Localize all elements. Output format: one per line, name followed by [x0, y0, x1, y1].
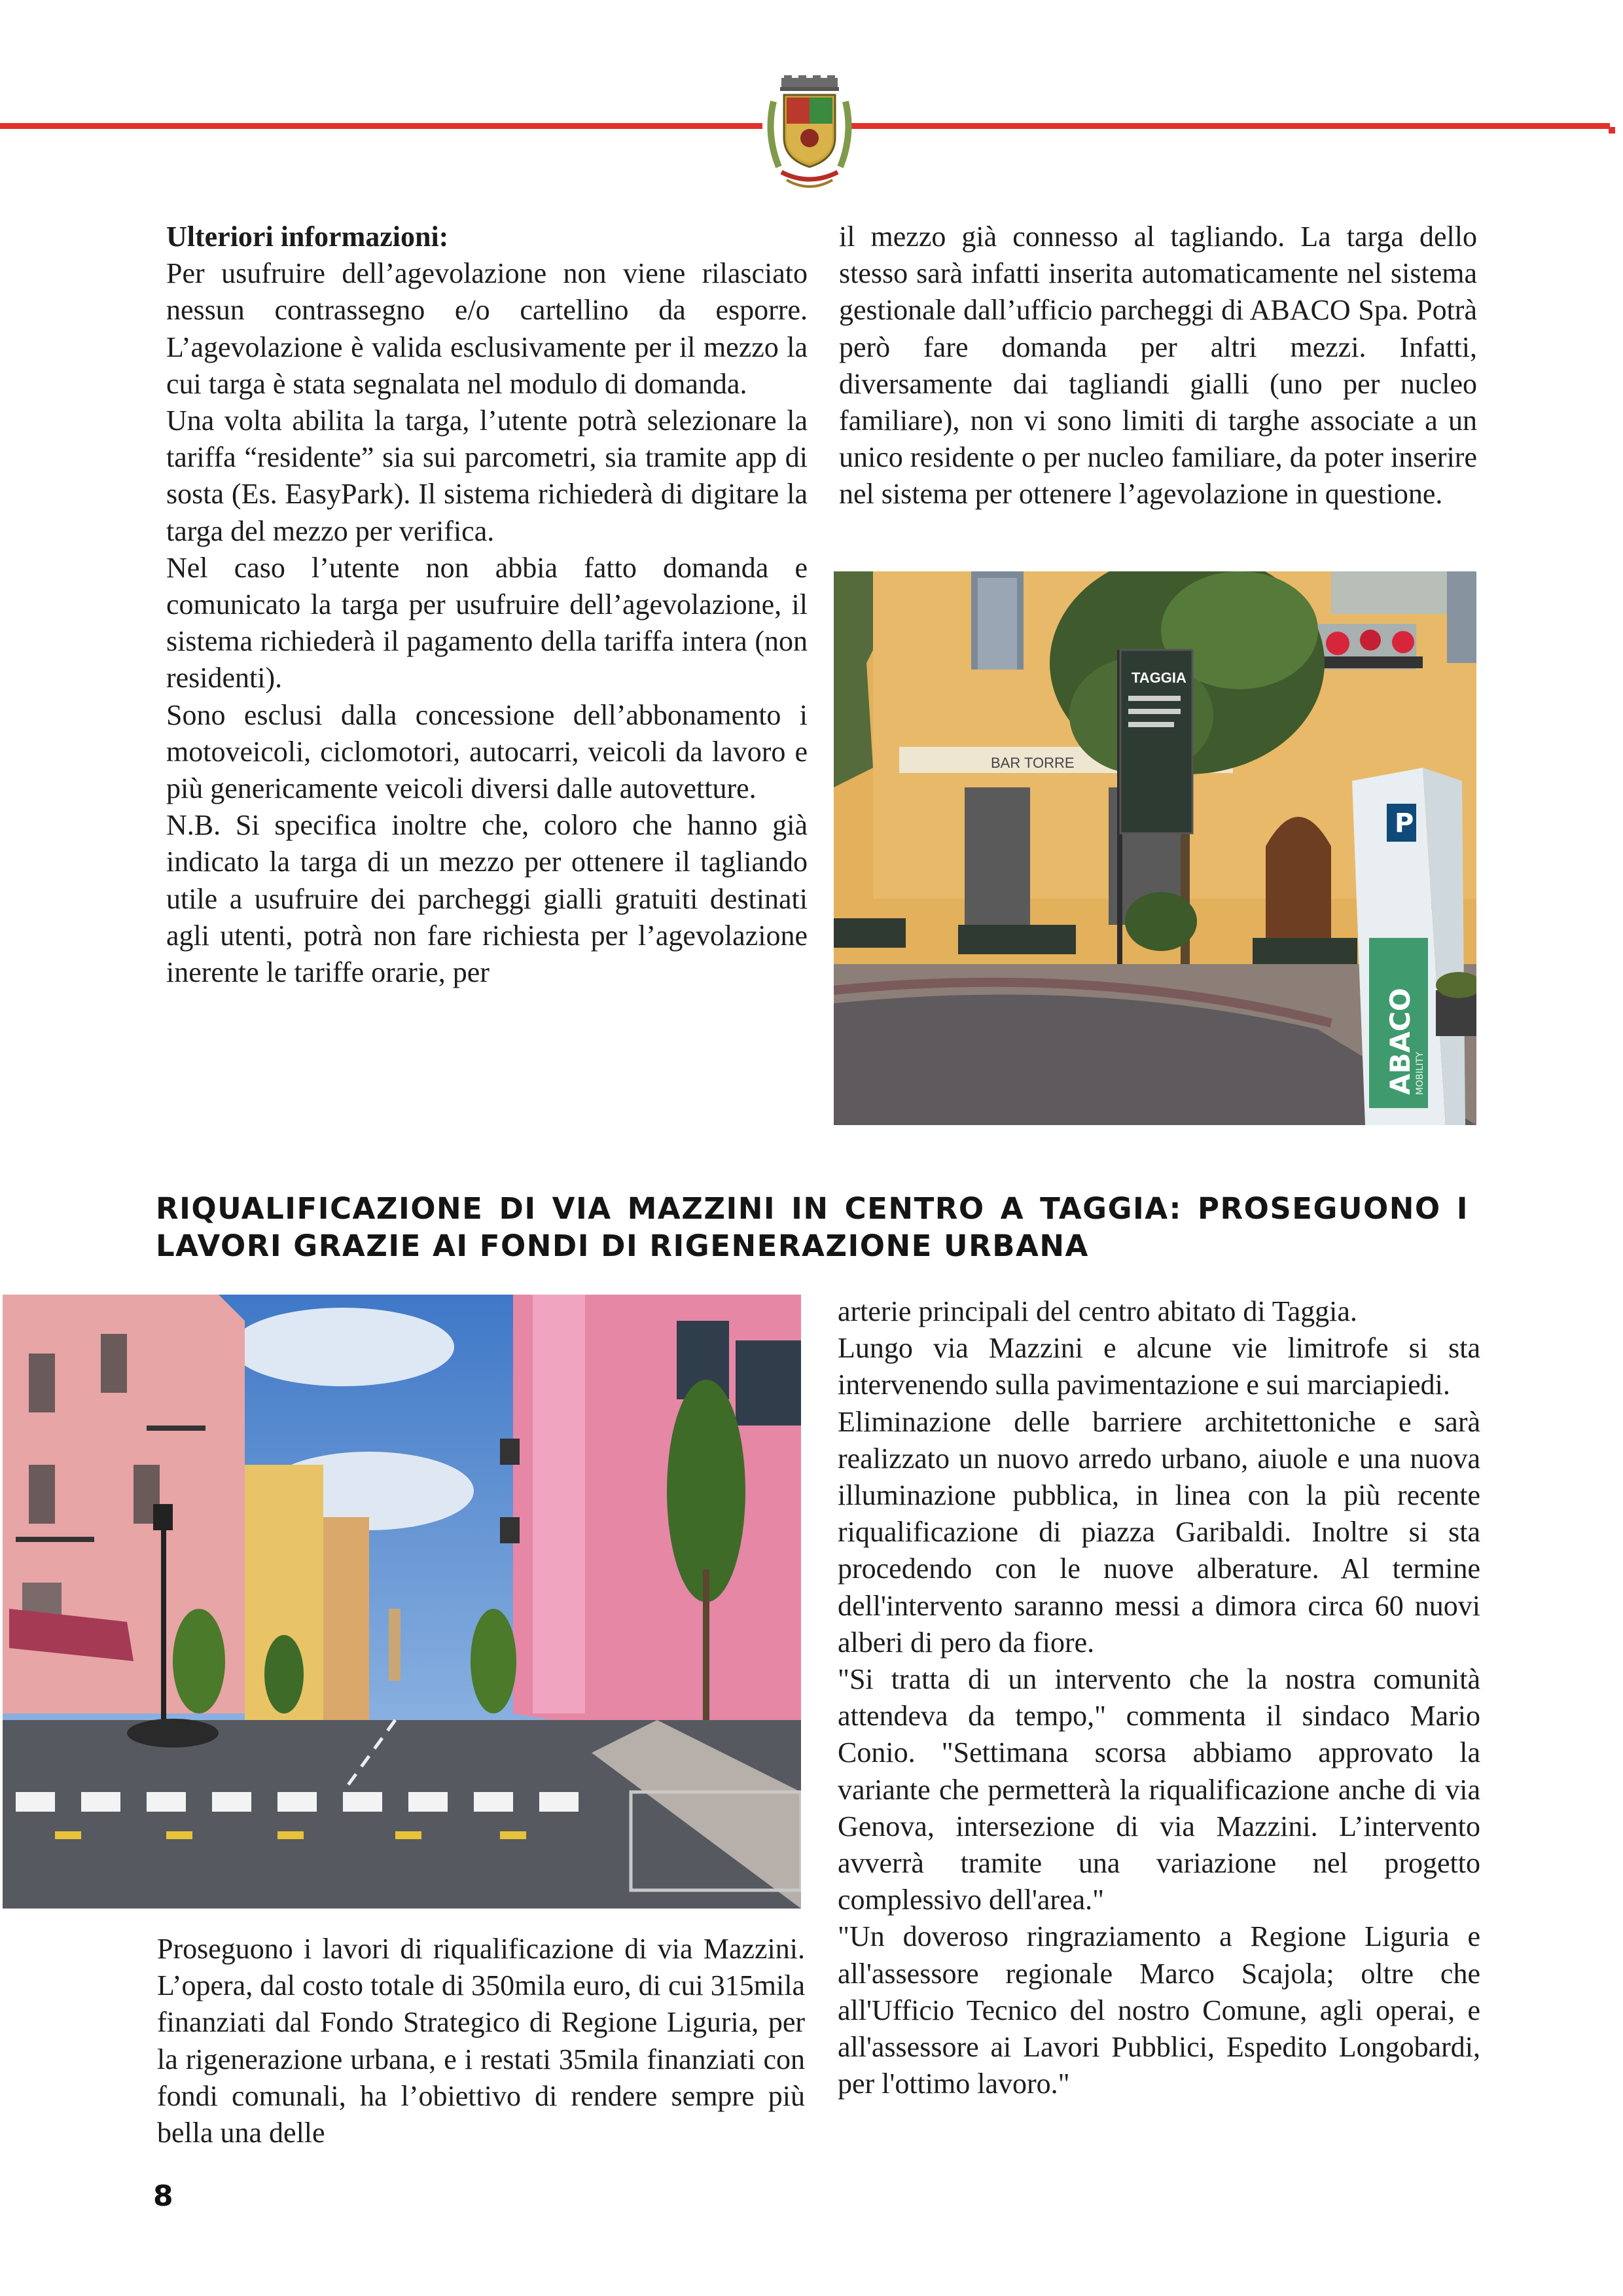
- article2-column-right: [838, 1293, 1480, 2102]
- article1-paragraph: Per usufruire dell’agevolazione non viene rilasciato nessun contrassegno e/o cartellino da esporre. L’agevolazione è valida esclusivamente per il mezzo la cui targa è stata segnalata nel modulo di domanda.: [166, 257, 808, 400]
- parking-sign-letter: P: [1395, 808, 1414, 838]
- parking-meter-photo: [834, 571, 1476, 1125]
- article1-paragraph: Una volta abilita la targa, l’utente potrà selezionare la tariffa “residente” sia sui parcometri, sia tramite app di sosta (Es. EasyPark). Il sistema richiederà di digitare la targa del mezzo per verifica.: [166, 404, 808, 547]
- article2-paragraph: "Un doveroso ringraziamento a Regione Liguria e all'assessore regionale Marco Scajola; oltre che all'Ufficio Tecnico del nostro Comune, agli operai, e all'assessore ai Lavori Pubblici, Espedito Longobardi, per l'ottimo lavoro.": [838, 1920, 1480, 2100]
- article1-paragraph: Nel caso l’utente non abbia fatto domanda e comunicato la targa per usufruire dell’agevolazione, il sistema richiederà il pagamento della tariffa intera (non residenti).: [166, 551, 808, 694]
- article1-heading: Ulteriori informazioni:: [166, 221, 449, 253]
- via-mazzini-photo: [3, 1295, 801, 1909]
- article2-paragraph: Eliminazione delle barriere architettoniche e sarà realizzato un nuovo arredo urbano, aiuole e una nuova illuminazione pubblica, in linea con la più recente riqualificazione di piazza Garibaldi. Inoltre si sta procedendo con le nuove alberature. Al termine dell'intervento saranno messi a dimora circa 60 nuovi alberi di pero da fiore.: [838, 1405, 1480, 1659]
- meter-brand-sub: MOBILITY: [1415, 1052, 1425, 1095]
- page-number: 8: [153, 2179, 173, 2213]
- town-coat-of-arms-icon: [767, 75, 852, 196]
- header-rule-tip: [1609, 127, 1615, 134]
- meter-brand: ABACO: [1384, 988, 1416, 1095]
- signpost-label: TAGGIA: [1132, 670, 1186, 686]
- article1-paragraph: Sono esclusi dalla concessione dell’abbonamento i motoveicoli, ciclomotori, autocarri, veicoli da lavoro e più genericamente veicoli diversi dalle autovetture.: [166, 698, 808, 805]
- article2-column-left: [157, 1931, 805, 2151]
- article1-column-right: [839, 219, 1477, 513]
- article2-paragraph: "Si tratta di un intervento che la nostra comunità attendeva da tempo," commenta il sindaco Mario Conio. "Settimana scorsa abbiamo approvato la variante che permetterà la riqualificazione anche di via Genova, intersezione di via Mazzini. L’intervento avverrà tramite una variazione nel progetto complessivo dell'area.": [838, 1663, 1480, 1916]
- article1-paragraph: N.B. Si specifica inoltre che, coloro che hanno già indicato la targa di un mezzo per ottenere il tagliando utile a usufruire dei parcheggi gialli gratuiti destinati agli utenti, potrà non fare richiesta per l’agevolazione inerente le tariffe orarie, per: [166, 809, 808, 989]
- article2-paragraph: Proseguono i lavori di riqualificazione di via Mazzini. L’opera, dal costo totale di 350mila euro, di cui 315mila finanziati dal Fondo Strategico di Regione Liguria, per la rigenerazione urbana, e i restati 35mila finanziati con fondi comunali, ha l’obiettivo di rendere sempre più bella una delle: [157, 1933, 805, 2149]
- header-rule-right: [851, 123, 1610, 129]
- article1-paragraph: il mezzo già connesso al tagliando. La targa dello stesso sarà infatti inserita automaticamente nel sistema gestionale dall’ufficio parcheggi di ABACO Spa. Potrà però fare domanda per altri mezzi. Infatti, diversamente dai tagliandi gialli (uno per nucleo familiare), non vi sono limiti di targhe associate a un unico residente o per nucleo familiare, da poter inserire nel sistema per ottenere l’agevolazione in questione.: [839, 221, 1477, 511]
- svg-text:BAR TORRE: BAR TORRE: [991, 755, 1075, 771]
- article1-column-left: [166, 219, 808, 991]
- article2-title: RIQUALIFICAZIONE DI VIA MAZZINI IN CENTRO A TAGGIA: PROSEGUONO I LAVORI GRAZIE AI FONDI DI RIGENERAZIONE URBANA: [156, 1191, 1469, 1263]
- header-rule-left: [0, 123, 762, 129]
- article2-paragraph: arterie principali del centro abitato di Taggia.: [838, 1295, 1357, 1327]
- article2-paragraph: Lungo via Mazzini e alcune vie limitrofe si sta intervenendo sulla pavimentazione e sui marciapiedi.: [838, 1332, 1480, 1401]
